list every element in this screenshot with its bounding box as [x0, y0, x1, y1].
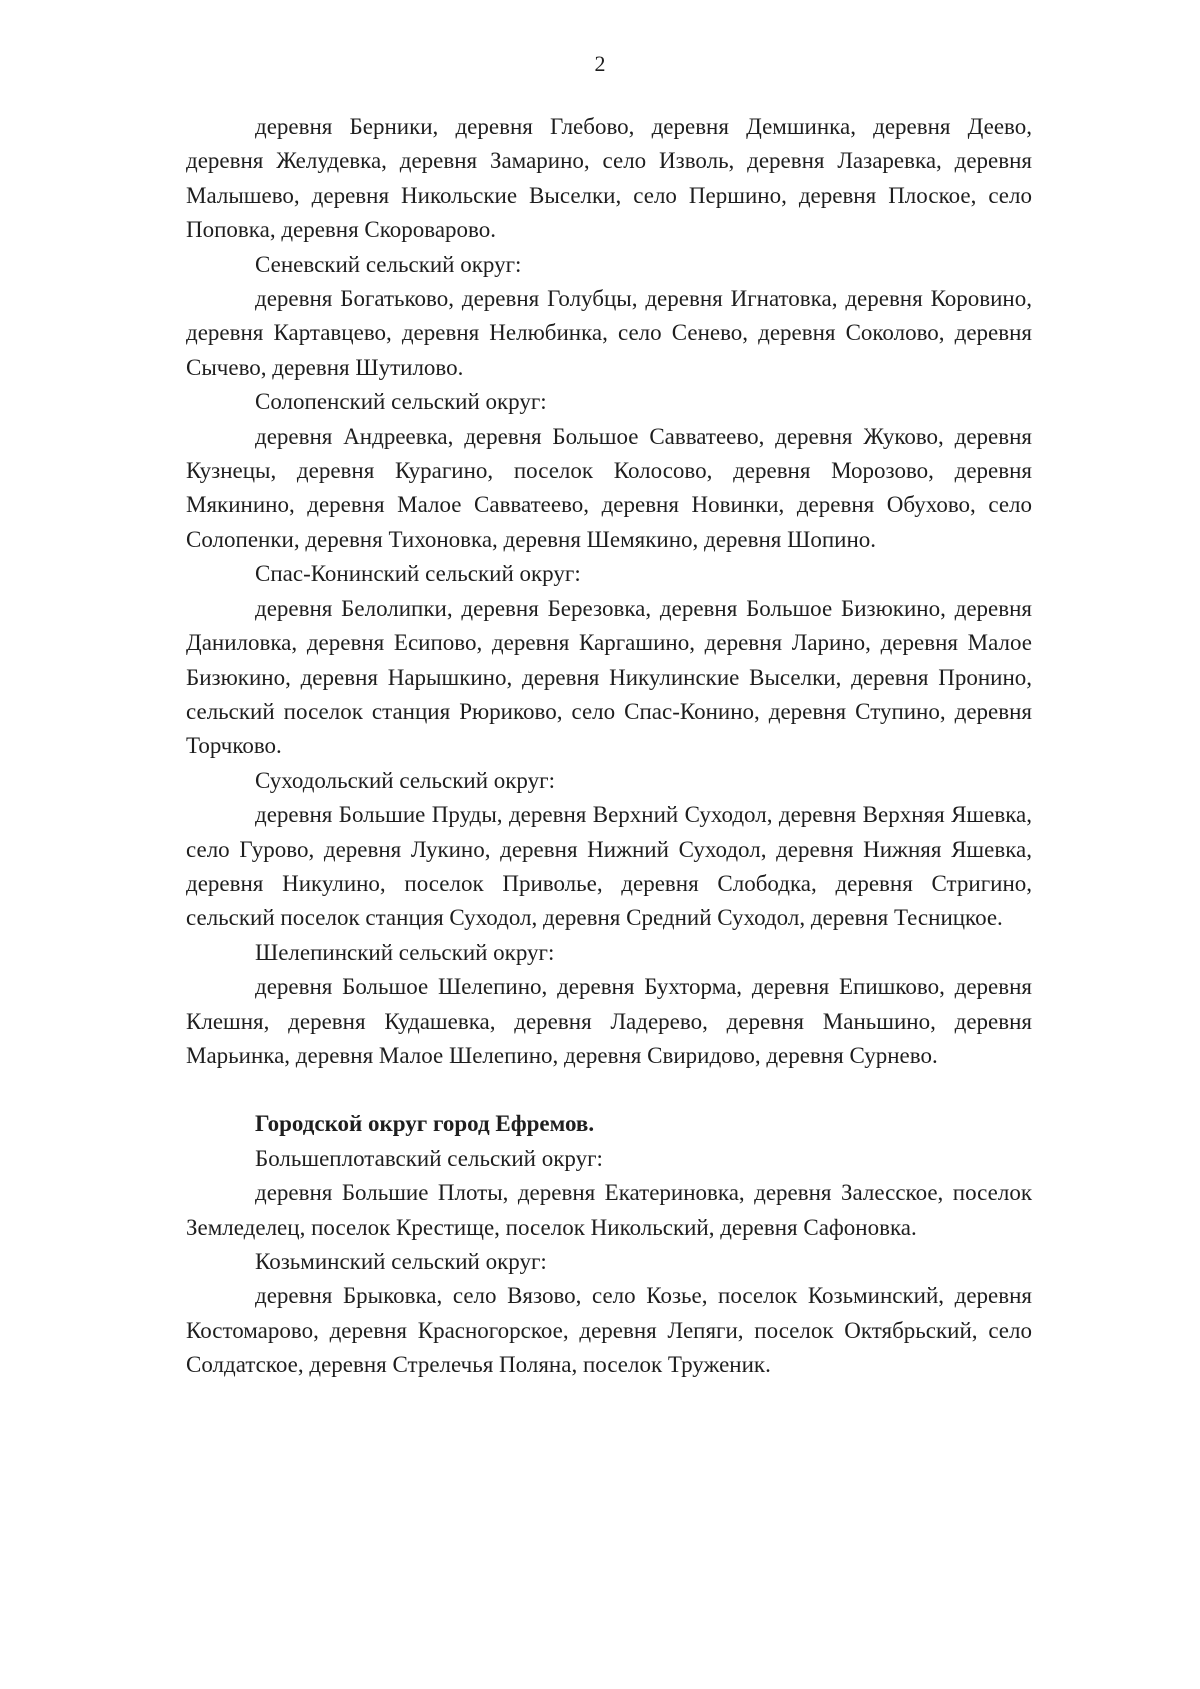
settlement-list: деревня Большие Пруды, деревня Верхний Суходол, деревня Верхняя Яшевка, село Гурово, деревня Лукино, деревня Нижний Суходол, деревня Нижняя Яшевка, деревня Никулино, поселок Приволье, деревня Слободка, деревня Стригино, сельский поселок станция Суходол, деревня Средний Суходол, деревня Тесницкое.	[186, 802, 1032, 931]
page-number: 2	[594, 51, 606, 76]
settlement-list: деревня Большие Плоты, деревня Екатериновка, деревня Залесское, поселок Земледелец, поселок Крестище, поселок Никольский, деревня Сафоновка.	[186, 1180, 1032, 1240]
settlement-list: деревня Брыковка, село Вязово, село Козье, поселок Козьминский, деревня Костомарово, деревня Красногорское, деревня Лепяги, поселок Октябрьский, село Солдатское, деревня Стрелечья Поляна, поселок Труженик.	[186, 1283, 1032, 1378]
settlement-list: деревня Большое Шелепино, деревня Бухторма, деревня Епишково, деревня Клешня, деревня Кудашевка, деревня Ладерево, деревня Маньшино, деревня Марьинка, деревня Малое Шелепино, деревня Свиридово, деревня Сурнево.	[186, 974, 1032, 1068]
settlement-list: деревня Берники, деревня Глебово, деревня Демшинка, деревня Деево, деревня Желудевка, деревня Замарино, село Изволь, деревня Лазаревка, деревня Малышево, деревня Никольские Выселки, село Першино, деревня Плоское, село Поповка, деревня Скороварово.	[186, 114, 1032, 243]
district-heading-solopensky: Солопенский сельский округ:	[255, 389, 547, 415]
district-heading-senevsky: Сеневский сельский округ:	[255, 251, 522, 277]
section-heading-efremov: Городской округ город Ефремов.	[255, 1111, 595, 1137]
district-heading-kozminsky: Козьминский сельский округ:	[255, 1249, 547, 1274]
district-heading-sukhodolsky: Суходольский сельский округ:	[255, 767, 555, 793]
settlement-list: деревня Богатьково, деревня Голубцы, деревня Игнатовка, деревня Коровино, деревня Картавцево, деревня Нелюбинка, село Сенево, деревня Соколово, деревня Сычево, деревня Шутилово.	[186, 286, 1032, 380]
settlement-list: деревня Андреевка, деревня Большое Савватеево, деревня Жуково, деревня Кузнецы, деревня Курагино, поселок Колосово, деревня Морозово, деревня Мякинино, деревня Малое Савватеево, деревня Новинки, деревня Обухово, село Солопенки, деревня Тихоновка, деревня Шемякино, деревня Шопино.	[186, 423, 1032, 552]
settlement-list: деревня Белолипки, деревня Березовка, деревня Большое Бизюкино, деревня Даниловка, деревня Есипово, деревня Каргашино, деревня Ларино, деревня Малое Бизюкино, деревня Нарышкино, деревня Никулинские Выселки, деревня Пронино, сельский поселок станция Рюриково, село Спас-Конино, деревня Ступино, деревня Торчково.	[186, 595, 1032, 759]
district-heading-shelepinsky: Шелепинский сельский округ:	[255, 939, 555, 965]
document-body	[186, 110, 1032, 1383]
district-heading-spas-koninsky: Спас-Конинский сельский округ:	[255, 561, 581, 587]
district-heading-bolsheplotavsky: Большеплотавский сельский округ:	[255, 1145, 603, 1171]
